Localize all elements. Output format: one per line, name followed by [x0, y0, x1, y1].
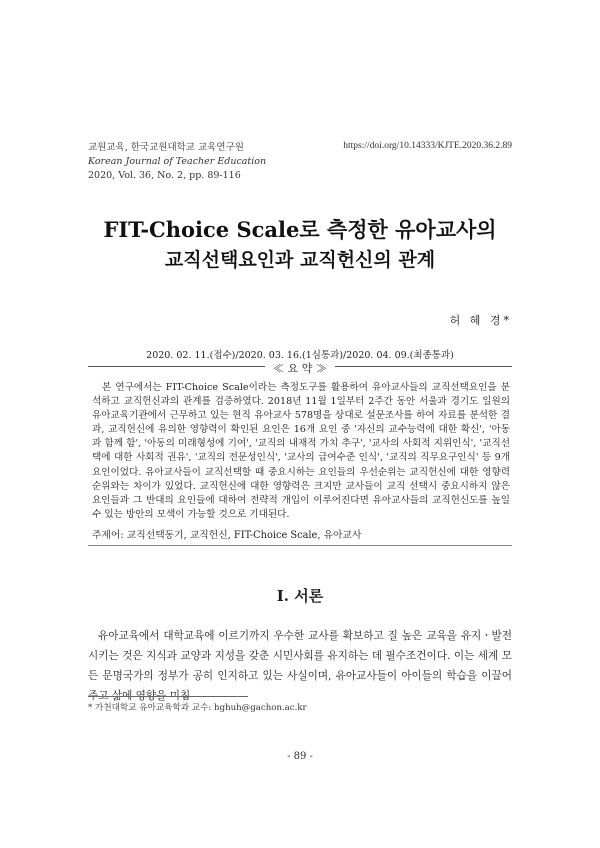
journal-header — [88, 141, 266, 183]
author-footnote: * 가천대학교 유아교육학과 교수: hghuh@gachon.ac.kr — [88, 703, 307, 713]
doi-link[interactable]: https://doi.org/10.14333/KJTE.2020.36.2.89 — [343, 141, 512, 151]
section-heading: Ⅰ. 서론 — [276, 587, 324, 605]
volume-line: 2020, Vol. 36, No. 2, pp. 89-116 — [88, 170, 241, 181]
page-number: - 89 - — [287, 751, 313, 762]
paper-title-line2: 교직선택요인과 교직헌신의 관계 — [164, 249, 436, 271]
abstract-label: ≪ 요 약 ≫ — [265, 362, 335, 375]
keywords: 주제어: 교직선택동기, 교직헌신, FIT-Choice Scale, 유아교사 — [92, 530, 362, 541]
author-name: 허 혜 경* — [449, 314, 512, 327]
abstract-label-wrap — [88, 360, 512, 376]
journal-name: Korean Journal of Teacher Education — [88, 156, 267, 167]
abstract-text: 본 연구에서는 FIT-Choice Scale이라는 측정도구를 활용하여 유아교사들의 교직선택요인을 분석하고 교직헌신과의 관계를 검증하였다. 2018년 11월 1일부터 2주간 동안 서울과 경기도 일원의 유아교육기관에서 근무하고 있는 현직 유아교사 578명을 상대로 설문조사를 하여 자료를 분석한 결과, 교직헌신에 유의한 영향력이 확인된 요인은 16개 요인 중 '자신의 교수능력에 대한 확신', '아동과 함께 함', '아동의 미래형성에 기여', '교직의 내재적 가치 추구', '교사의 사회적 지위인식', '교직선택에 대한 사회적 권유', '교직의 전문성인식', '교사의 급여수준 인식', '교직의 직무요구인식' 등 9개 요인이었다. 유아교사들이 교직선택할 때 중요시하는 요인들의 우선순위는 교직헌신에 대한 영향력 순위와는 차이가 있었다. 교직헌신에 대한 영향력은 크지만 교사들이 교직 선택시 중요시하지 않은 요인들과 그 반대의 요인들에 대하여 전략적 개입이 이루어진다면 유아교사들의 교직헌신도를 높일 수 있는 방안의 모색이 가능할 것으로 기대된다. — [92, 382, 510, 520]
paper-title-line1: FIT-Choice Scale로 측정한 유아교사의 — [103, 217, 497, 242]
footnote-rule — [88, 696, 248, 697]
publisher-line: 교원교육, 한국교원대학교 교육연구원 — [88, 142, 244, 153]
submission-dates: 2020. 02. 11.(접수)/2020. 03. 16.(1심통과)/2020. 04. 09.(최종통과) — [146, 350, 454, 361]
keywords-rule — [88, 545, 512, 546]
body-paragraph: 유아교육에서 대학교육에 이르기까지 우수한 교사를 확보하고 질 높은 교육을 유지ㆍ발전시키는 것은 지식과 교양과 지성을 갖춘 시민사회를 유지하는 데 필수조건이다. 이는 세계 모든 문명국가의 정부가 공히 인지하고 있는 사실이며, 유아교사들이 아이들의 학습을 이끌어 주고 삶에 영향을 미침 — [88, 630, 512, 702]
